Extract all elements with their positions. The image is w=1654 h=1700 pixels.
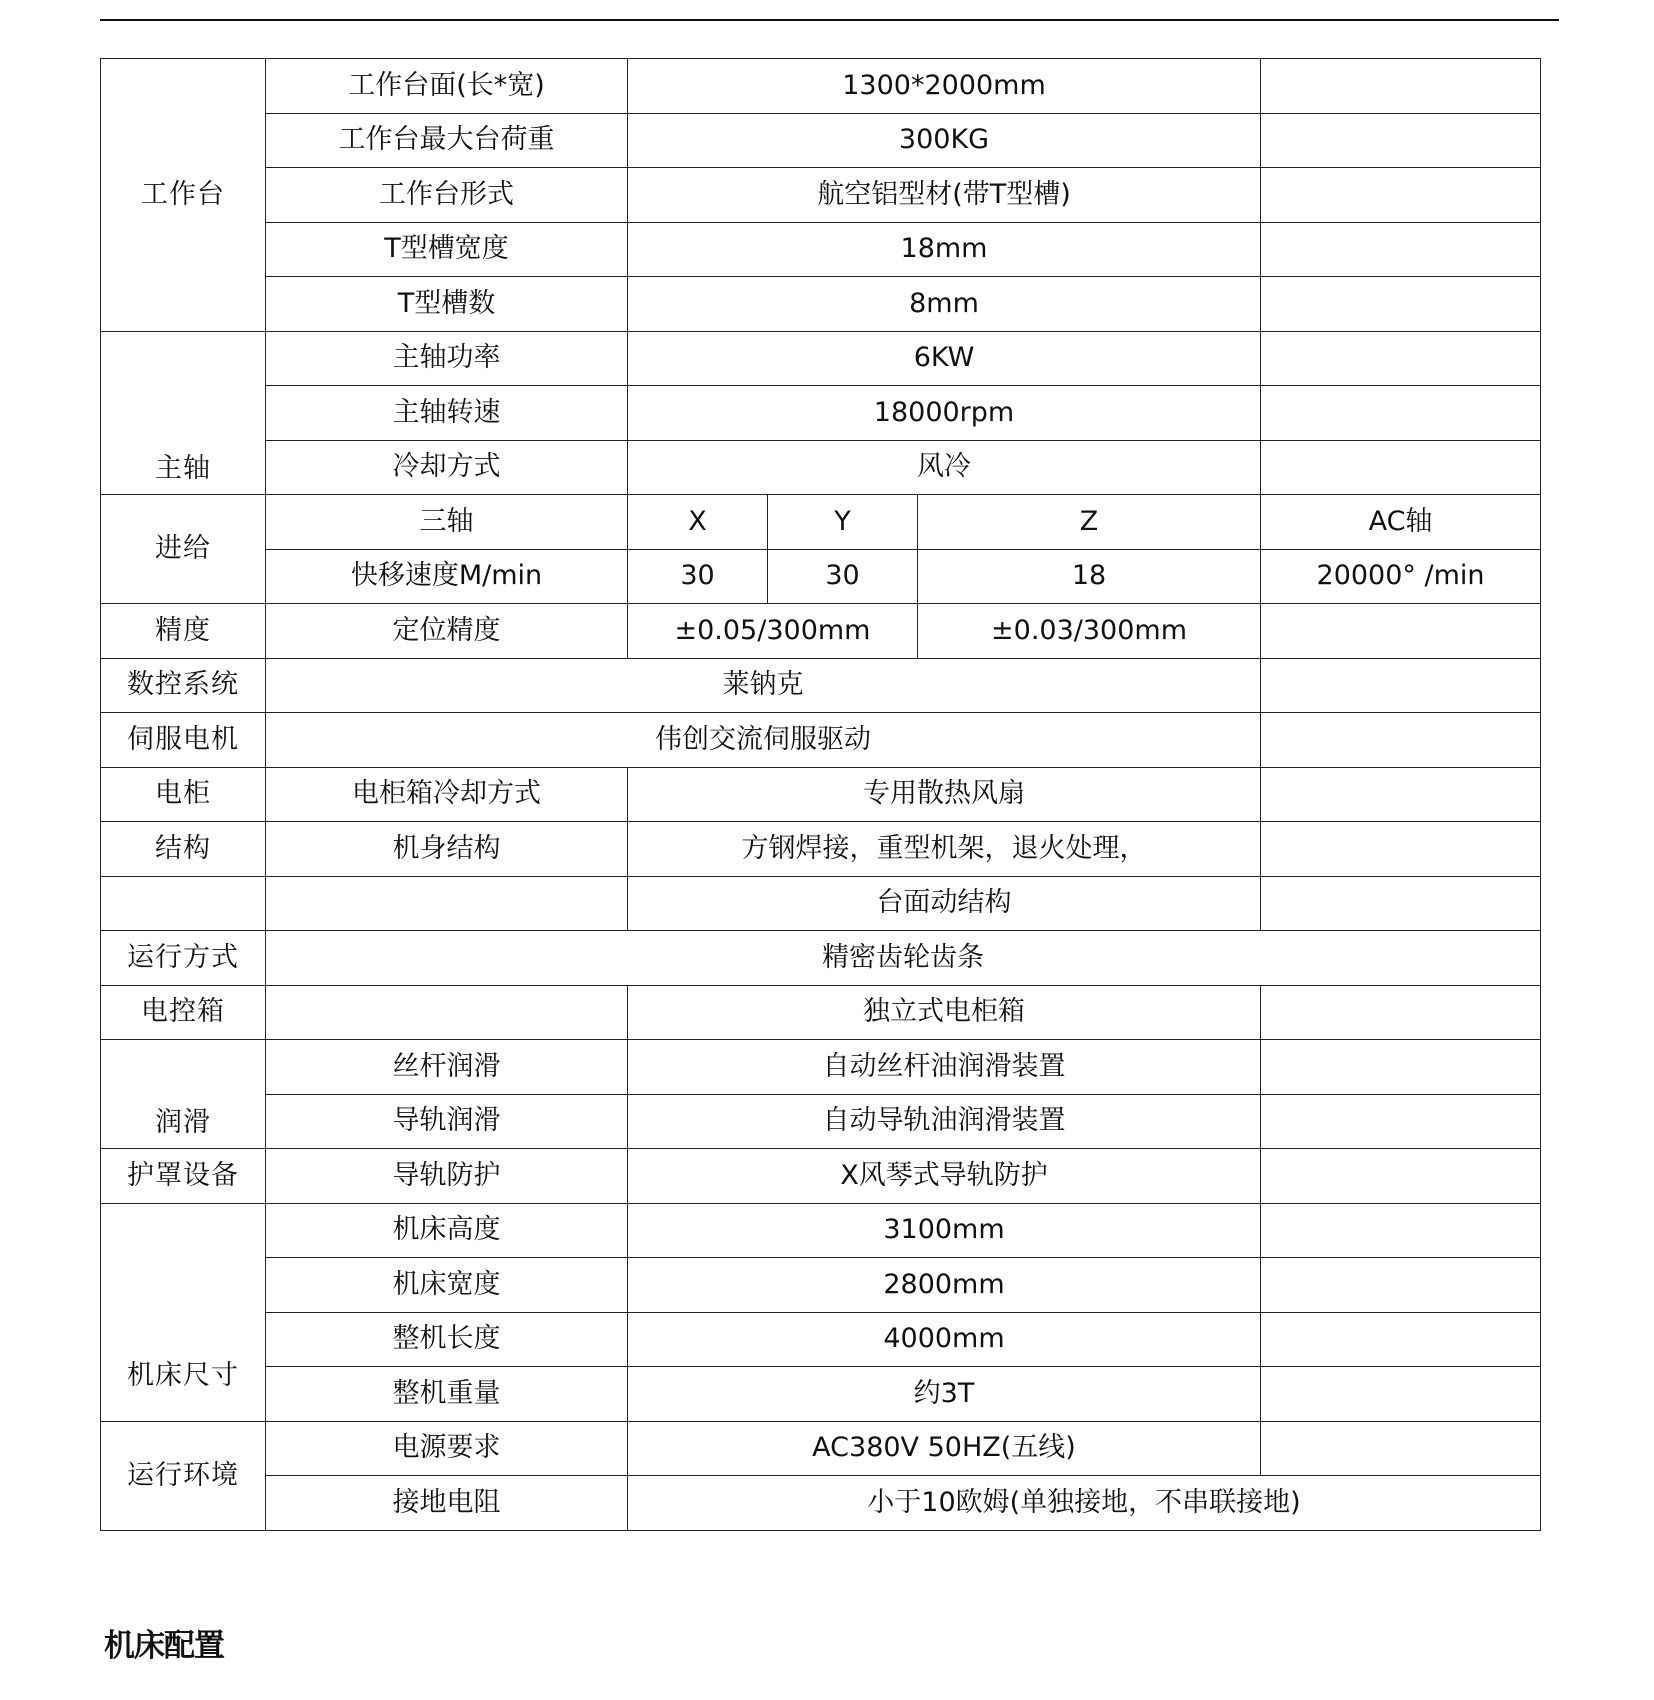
blank-cell [1261,331,1541,386]
spec-value: 航空铝型材(带T型槽) [628,168,1261,223]
blank-cell [1261,386,1541,441]
category-cnc: 数控系统 [101,658,266,713]
table-row [101,931,1541,986]
spec-label: 电柜箱冷却方式 [266,767,628,822]
category-dimensions: 机床尺寸 [101,1203,266,1421]
spec-label: 机床宽度 [266,1258,628,1313]
blank-cell [1261,604,1541,659]
category-spindle: 主轴 [101,331,266,495]
table-row [101,1312,1541,1367]
category-worktable: 工作台 [101,59,266,332]
spec-label: 快移速度M/min [266,549,628,604]
spec-value: 莱钠克 [266,658,1261,713]
category-servo: 伺服电机 [101,713,266,768]
axis-z-header: Z [918,495,1261,550]
blank-cell [1261,1258,1541,1313]
spec-value: 8mm [628,277,1261,332]
spec-value: 精密齿轮齿条 [266,931,1541,986]
axis-y-header: Y [768,495,918,550]
blank-cell [1261,1367,1541,1422]
axis-ac-header: AC轴 [1261,495,1541,550]
blank-cell [1261,1421,1541,1476]
table-row [101,59,1541,114]
blank-cell [1261,59,1541,114]
spec-label: 导轨润滑 [266,1094,628,1149]
spec-label: T型槽宽度 [266,222,628,277]
header-rule [100,19,1559,21]
table-row [101,386,1541,441]
spec-label: 主轴功率 [266,331,628,386]
table-row [101,985,1541,1040]
blank-cell [1261,440,1541,495]
spec-label: T型槽数 [266,277,628,332]
spec-label: 机床高度 [266,1203,628,1258]
category-lubrication: 润滑 [101,1040,266,1149]
table-row [101,658,1541,713]
table-row [101,1094,1541,1149]
table-row [101,440,1541,495]
spec-value: 自动导轨油润滑装置 [628,1094,1261,1149]
table-row [101,1149,1541,1204]
blank-cell [1261,1149,1541,1204]
spec-value: 专用散热风扇 [628,767,1261,822]
table-row [101,822,1541,877]
table-row [101,1421,1541,1476]
spec-value: X风琴式导轨防护 [628,1149,1261,1204]
table-row [101,277,1541,332]
speed-ac: 20000° /min [1261,549,1541,604]
table-row [101,1367,1541,1422]
blank-cell [1261,113,1541,168]
category-guard: 护罩设备 [101,1149,266,1204]
blank-cell [1261,1094,1541,1149]
spec-value: 3100mm [628,1203,1261,1258]
spec-label: 机身结构 [266,822,628,877]
spec-label: 电源要求 [266,1421,628,1476]
spec-value: 伟创交流伺服驱动 [266,713,1261,768]
spec-value: 300KG [628,113,1261,168]
table-row [101,876,1541,931]
spec-label: 工作台面(长*宽) [266,59,628,114]
blank-cell [1261,1203,1541,1258]
speed-x: 30 [628,549,768,604]
blank-cell [1261,822,1541,877]
spec-label: 主轴转速 [266,386,628,441]
spec-value: 约3T [628,1367,1261,1422]
spec-value: 方钢焊接，重型机架，退火处理， [628,822,1261,877]
table-row [101,767,1541,822]
blank-cell [101,876,266,931]
spec-value: 4000mm [628,1312,1261,1367]
spec-value: 自动丝杆油润滑装置 [628,1040,1261,1095]
table-row [101,222,1541,277]
spec-label: 冷却方式 [266,440,628,495]
blank-cell [1261,222,1541,277]
spec-value: 小于10欧姆(单独接地，不串联接地) [628,1476,1541,1531]
section-heading: 机床配置 [104,1628,224,1664]
category-cabinet: 电柜 [101,767,266,822]
blank-cell [1261,876,1541,931]
category-structure: 结构 [101,822,266,877]
blank-cell [1261,985,1541,1040]
table-row [101,168,1541,223]
speed-z: 18 [918,549,1261,604]
blank-cell [1261,713,1541,768]
blank-cell [1261,168,1541,223]
table-row [101,331,1541,386]
spec-label: 整机重量 [266,1367,628,1422]
table-row [101,1476,1541,1531]
table-row [101,604,1541,659]
table-row [101,495,1541,550]
precision-xy: ±0.05/300mm [628,604,918,659]
spec-label: 工作台形式 [266,168,628,223]
blank-cell [266,985,628,1040]
category-feed: 进给 [101,495,266,604]
axis-x-header: X [628,495,768,550]
spec-label: 工作台最大台荷重 [266,113,628,168]
spec-value: 独立式电柜箱 [628,985,1261,1040]
blank-cell [1261,277,1541,332]
spec-value: 风冷 [628,440,1261,495]
table-row [101,113,1541,168]
spec-value: AC380V 50HZ(五线) [628,1421,1261,1476]
category-control-box: 电控箱 [101,985,266,1040]
category-precision: 精度 [101,604,266,659]
spec-value: 台面动结构 [628,876,1261,931]
blank-cell [1261,1040,1541,1095]
spec-value: 1300*2000mm [628,59,1261,114]
table-row [101,713,1541,768]
precision-z: ±0.03/300mm [918,604,1261,659]
table-row [101,1203,1541,1258]
table-row [101,549,1541,604]
spec-label: 三轴 [266,495,628,550]
blank-cell [1261,1312,1541,1367]
spec-label: 导轨防护 [266,1149,628,1204]
spec-label: 接地电阻 [266,1476,628,1531]
table-row [101,1040,1541,1095]
blank-cell [1261,658,1541,713]
category-environment: 运行环境 [101,1421,266,1530]
blank-cell [266,876,628,931]
spec-label: 整机长度 [266,1312,628,1367]
spec-value: 18mm [628,222,1261,277]
spec-value: 6KW [628,331,1261,386]
spec-value: 18000rpm [628,386,1261,441]
spec-table [100,58,1541,1531]
spec-label: 定位精度 [266,604,628,659]
spec-value: 2800mm [628,1258,1261,1313]
table-row [101,1258,1541,1313]
blank-cell [1261,767,1541,822]
speed-y: 30 [768,549,918,604]
category-drive: 运行方式 [101,931,266,986]
spec-label: 丝杆润滑 [266,1040,628,1095]
